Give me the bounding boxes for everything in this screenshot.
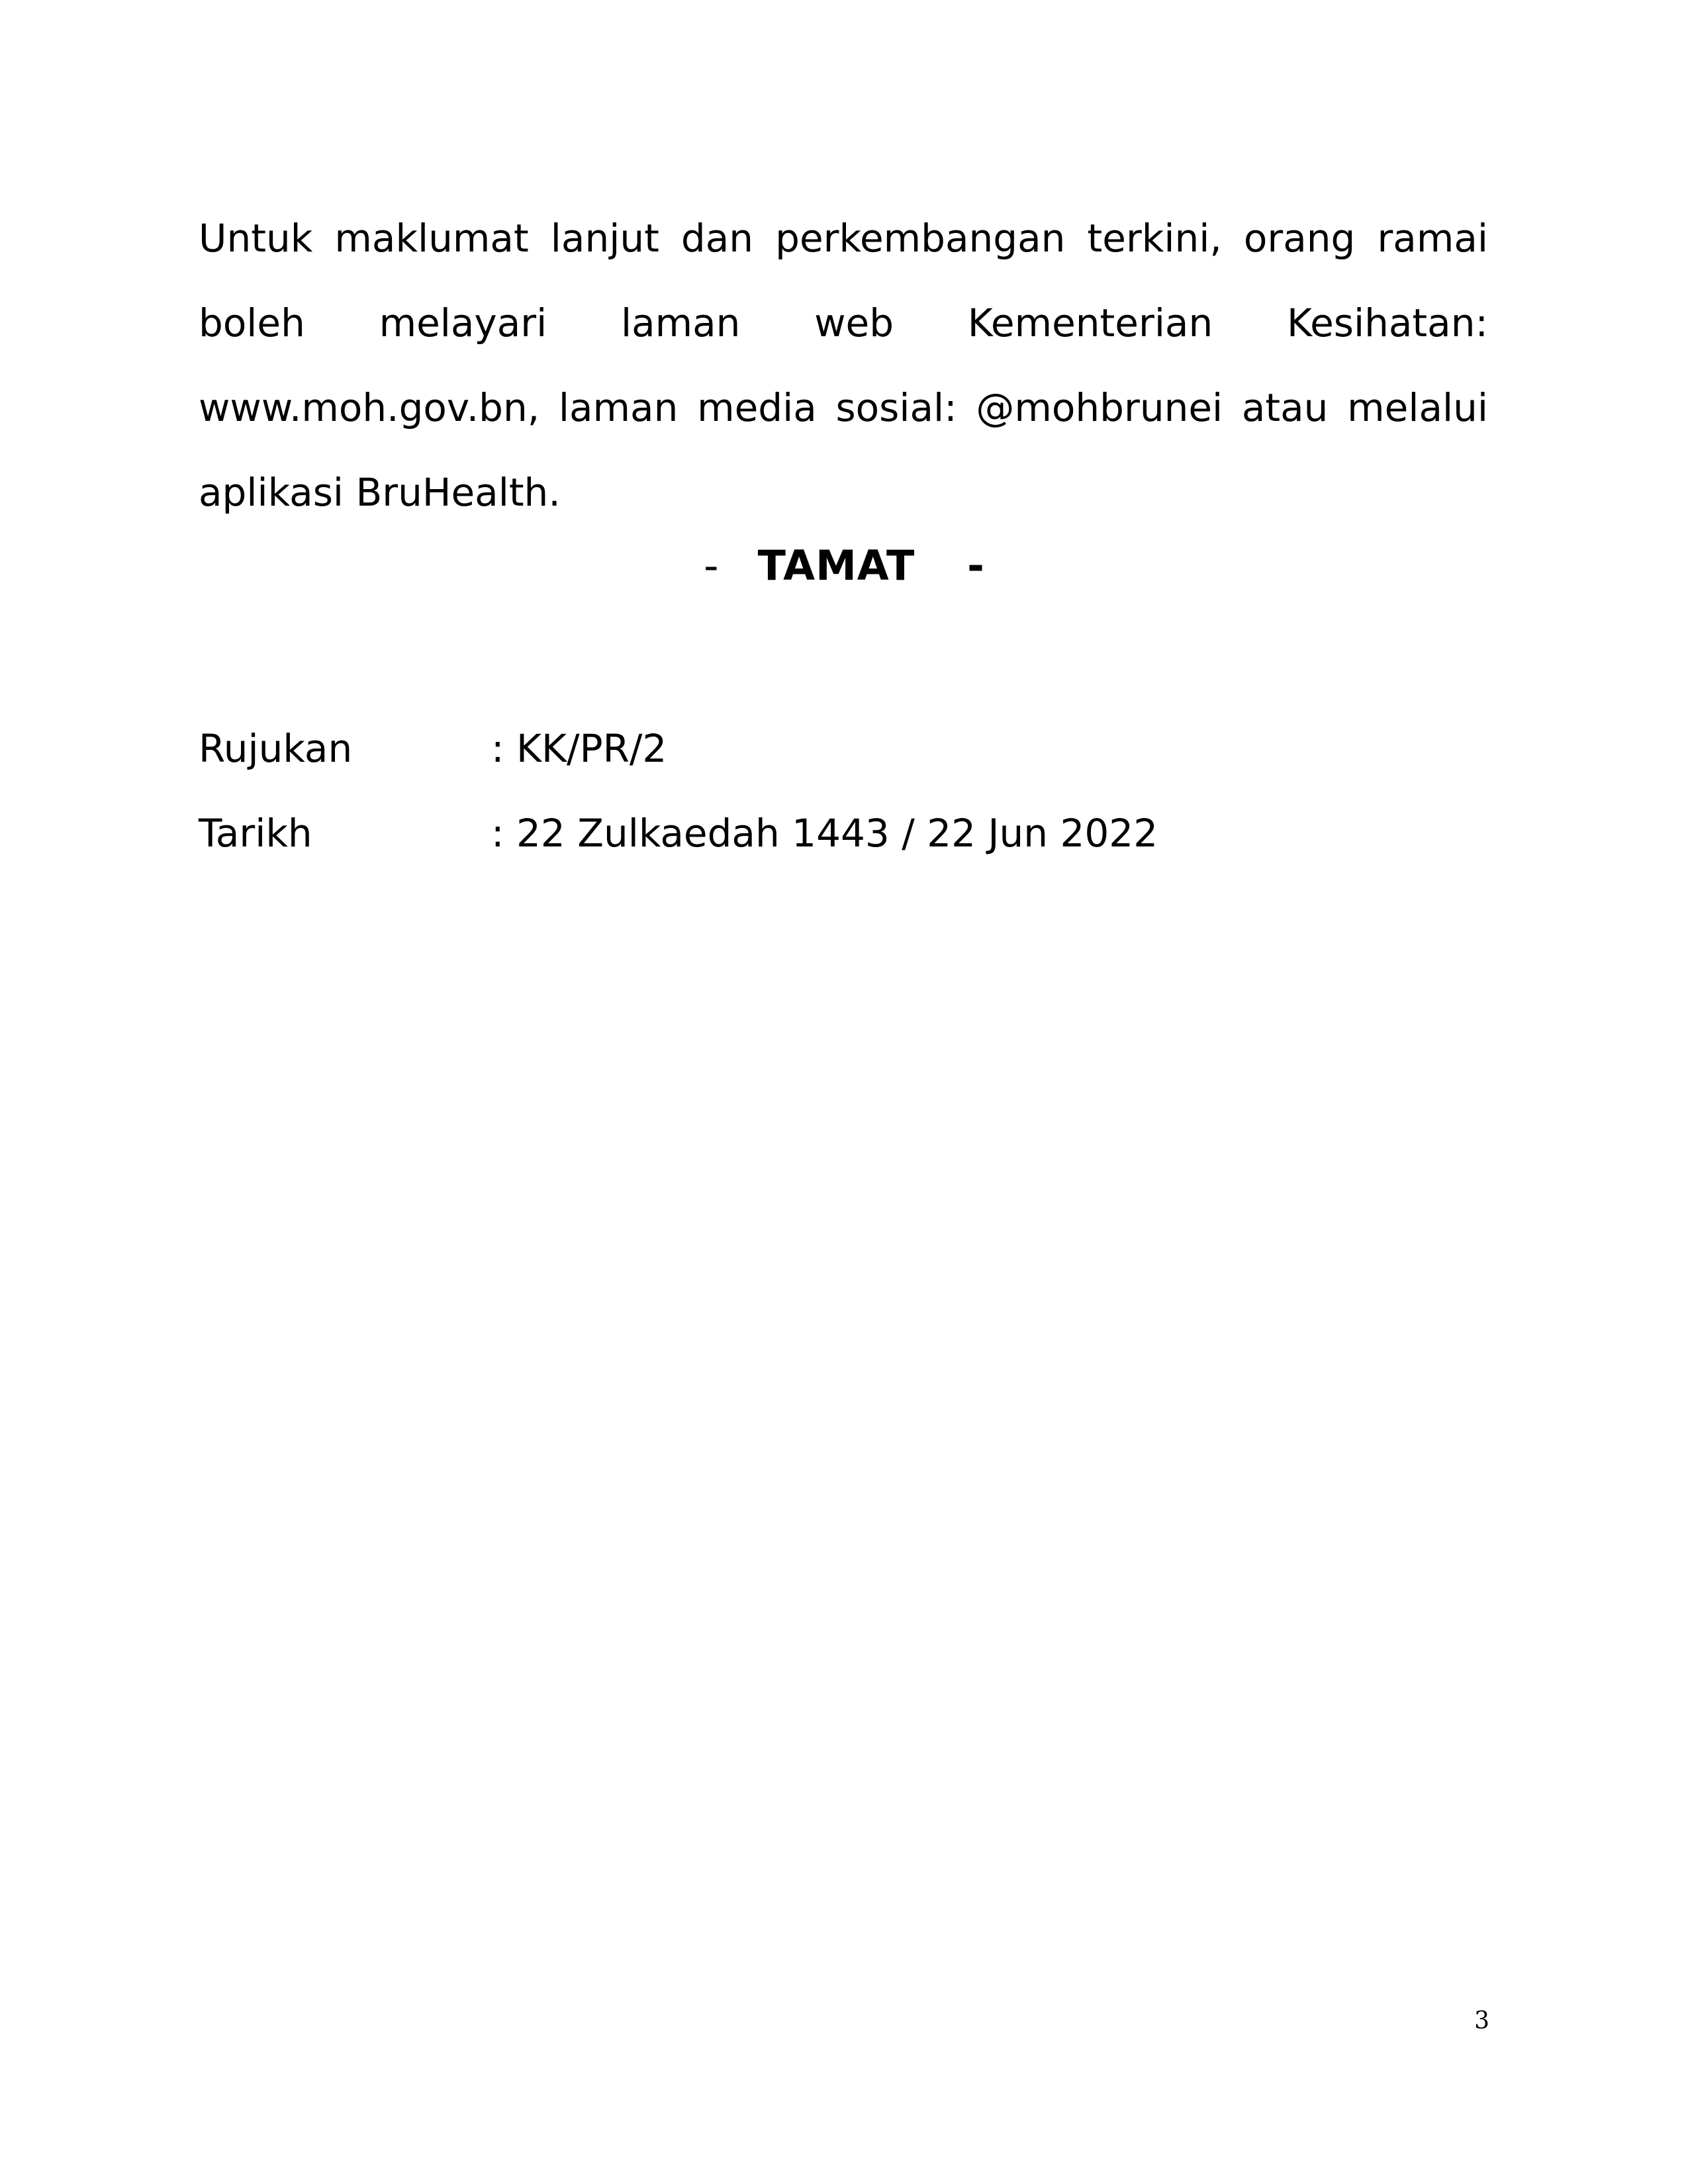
page-number: 3 (1474, 2007, 1489, 2034)
date-label: Tarikh (199, 811, 312, 856)
reference-value: : KK/PR/2 (491, 726, 667, 771)
end-mark-left-dash: - (704, 541, 719, 590)
end-mark-word: TAMAT (757, 541, 915, 590)
end-mark-right-dash: - (967, 541, 984, 590)
reference-label: Rujukan (199, 726, 353, 771)
end-mark (0, 539, 1688, 592)
date-value: : 22 Zulkaedah 1443 / 22 Jun 2022 (491, 811, 1158, 856)
body-paragraph: Untuk maklumat lanjut dan perkembangan terkini, orang ramai boleh melayari laman web Kementerian Kesihatan: www.moh.gov.bn, laman media sosial: @mohbrunei atau melalui aplikasi BruHealth. (199, 216, 1488, 515)
